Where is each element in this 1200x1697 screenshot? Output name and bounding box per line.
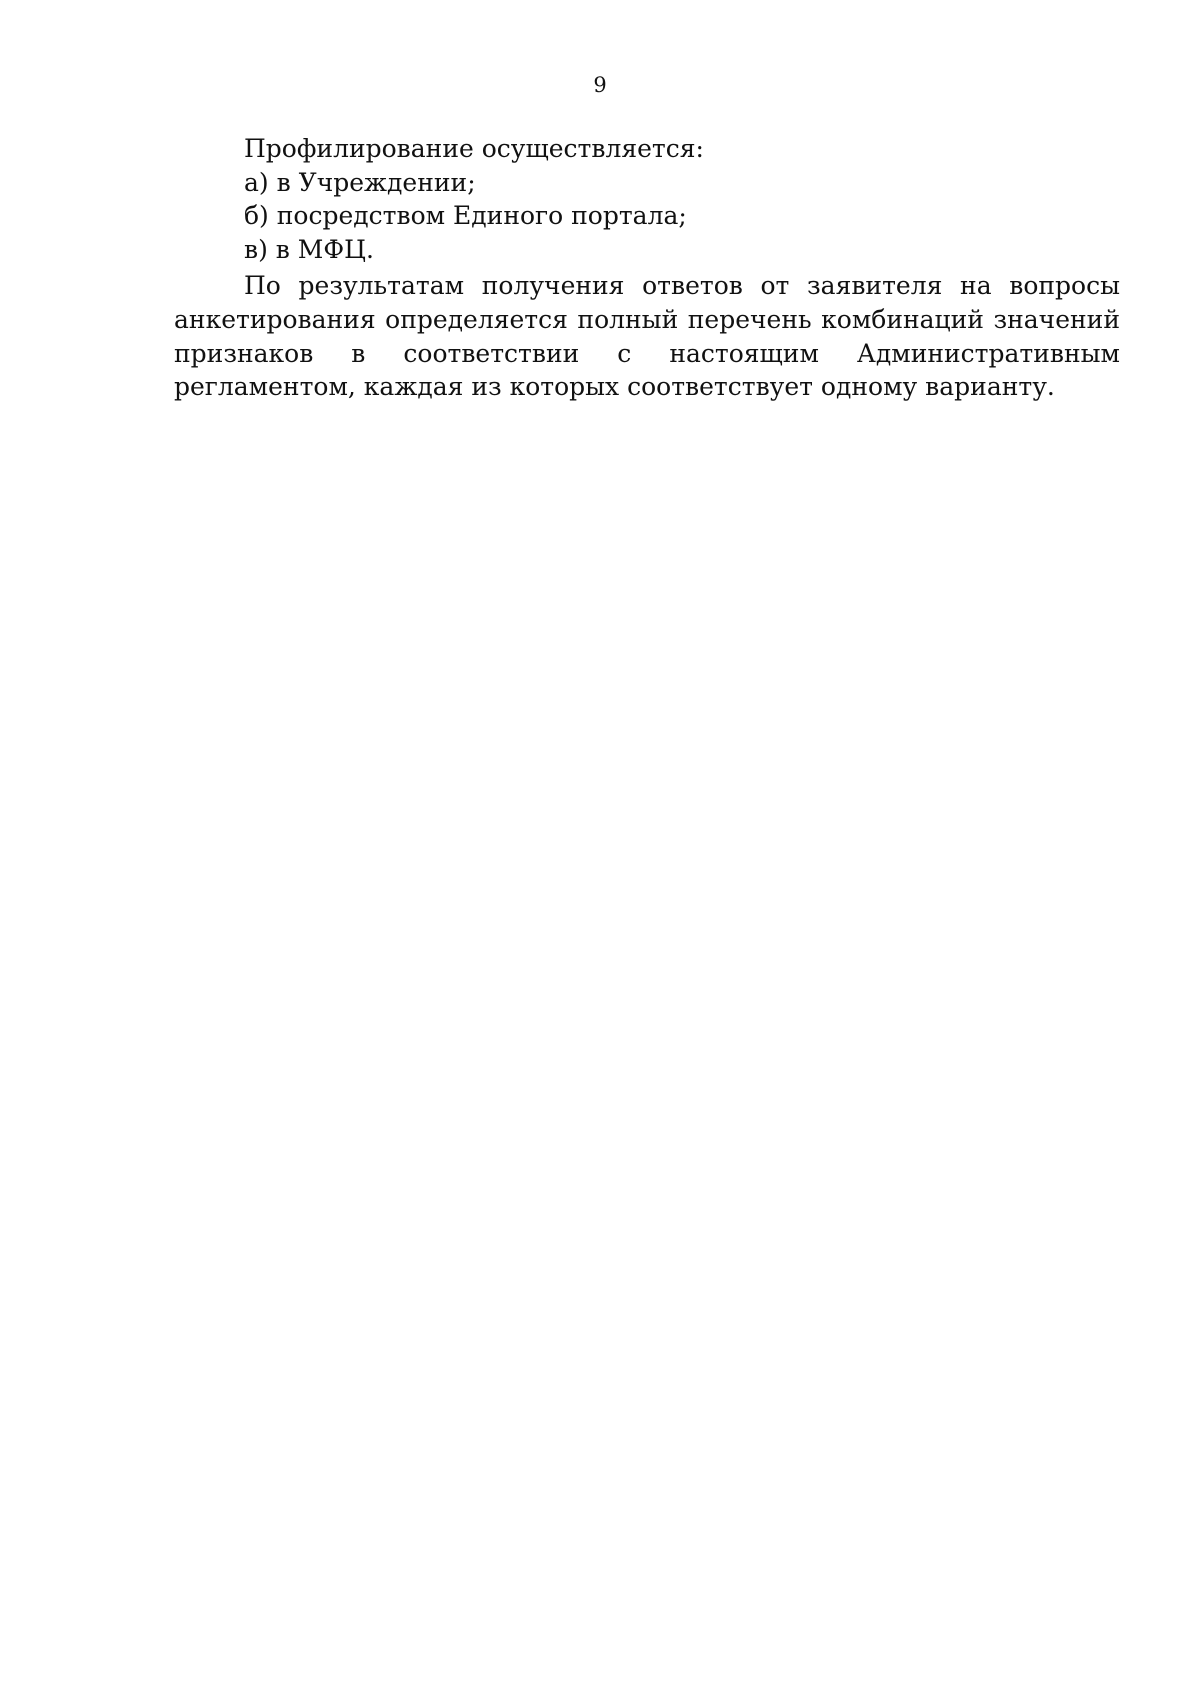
profiling-heading: Профилирование осуществляется:: [244, 134, 704, 163]
document-body: [174, 132, 1120, 404]
list-item-a: а) в Учреждении;: [244, 167, 476, 197]
list-item-c: в) в МФЦ.: [244, 234, 374, 264]
results-paragraph: По результатам получения ответов от заявителя на вопросы анкетирования определяется полный перечень комбинаций значений признаков в соответствии с настоящим Административным регламентом, каждая из которых соответствует одному варианту.: [174, 271, 1120, 402]
page-number: 9: [593, 73, 607, 97]
list-item-b: б) посредством Единого портала;: [244, 201, 687, 231]
